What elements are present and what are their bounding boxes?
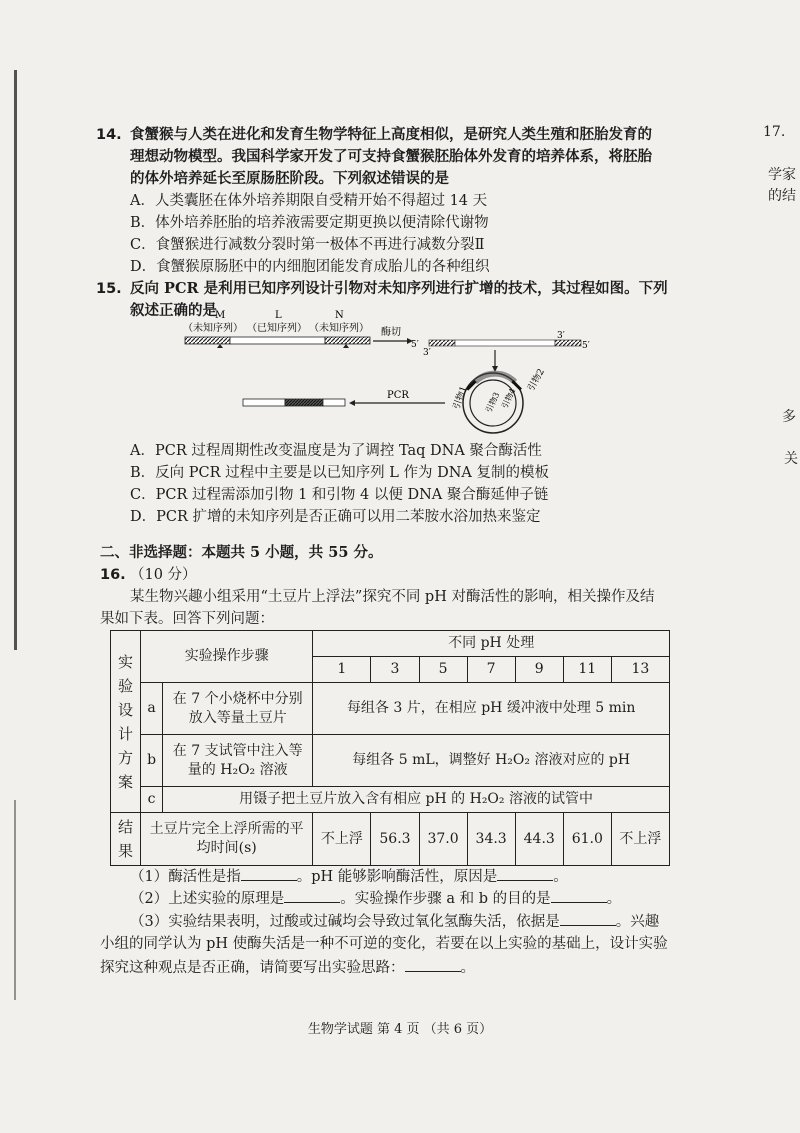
q16-sub1-text-c: 。 [553, 869, 568, 885]
q15-stem-line1: 反向 PCR 是利用已知序列设计引物对未知序列进行扩增的技术，其过程如图。下列 [130, 280, 668, 297]
next-page-fragment: 学家 [768, 167, 796, 183]
next-page-fragment: 多 [782, 409, 796, 425]
row-a-step: 在 7 个小烧杯中分别放入等量土豆片 [163, 683, 313, 735]
q16-sub3-line2: 小组的同学认为 pH 使酶失活是一种不可逆的变化，若要在以上实验的基础上，设计实验 [100, 936, 668, 952]
answer-blank[interactable] [560, 911, 616, 926]
answer-blank[interactable] [241, 866, 297, 881]
fragment-known [455, 340, 555, 346]
cut-site-marker-left [217, 344, 223, 348]
primer1-label: 引物1 [452, 384, 470, 411]
q16-sub3-text-a: （3）实验结果表明，过酸或过碱均会导致过氧化氢酶失活，依据是 [130, 914, 560, 930]
q16-sub3-line3-end: 。 [460, 960, 475, 976]
row-a-detail: 每组各 3 片，在相应 pH 缓冲液中处理 5 min [313, 683, 670, 735]
q14-option-c: C．食蟹猴进行减数分裂时第一极体不再进行减数分裂Ⅱ [130, 237, 485, 253]
five-prime-left: 5′ [411, 340, 419, 350]
q16-sub2-text-b: 。实验操作步骤 a 和 b 的目的是 [340, 891, 551, 907]
result-value: 34.3 [467, 813, 515, 866]
q16-sub3-text-b: 。兴趣 [615, 914, 660, 930]
design-label: 实验设计方案 [118, 652, 134, 791]
row-c-detail: 用镊子把土豆片放入含有相应 pH 的 H₂O₂ 溶液的试管中 [163, 787, 670, 813]
reverse-pcr-diagram [175, 310, 595, 440]
ph-value: 11 [563, 657, 611, 683]
dna-segment-n [325, 337, 370, 344]
enzyme-label: 酶切 [381, 327, 401, 338]
next-page-fragment: 的结 [768, 188, 796, 204]
product-known-left [243, 399, 285, 406]
q14-option-b: B．体外培养胚胎的培养液需要定期更换以便清除代谢物 [130, 215, 489, 231]
q14-number: 14. [96, 127, 122, 143]
result-value: 56.3 [371, 813, 419, 866]
row-b-key: b [141, 735, 163, 787]
answer-blank[interactable] [405, 957, 461, 972]
q16-intro-line2: 果如下表。回答下列问题： [100, 611, 274, 627]
row-b-step: 在 7 支试管中注入等量的 H₂O₂ 溶液 [163, 735, 313, 787]
fragment-hatched-left [429, 340, 455, 346]
ph-value: 13 [611, 657, 669, 683]
q16-sub1-text-b: 。pH 能够影响酶活性，原因是 [296, 869, 498, 885]
section-heading: 二、非选择题：本题共 5 小题，共 55 分。 [100, 544, 383, 561]
q16-sub2-text-a: （2）上述实验的原理是 [130, 891, 285, 907]
page-footer: 生物学试题 第 4 页 （共 6 页） [307, 1022, 493, 1037]
q14-option-a: A．人类囊胚在体外培养期限自受精开始不得超过 14 天 [130, 193, 488, 209]
result-value: 61.0 [563, 813, 611, 866]
next-page-fragment: 关 [784, 451, 798, 467]
result-label: 结果 [118, 818, 134, 860]
q14-option-d: D．食蟹猴原肠胚中的内细胞团能发育成胎儿的各种组织 [130, 259, 490, 275]
row-c-key: c [141, 787, 163, 813]
design-label-cell [111, 631, 141, 813]
q16-sub3 [130, 911, 659, 932]
q15-option-d: D．PCR 扩增的未知序列是否正确可以用二苯胺水浴加热来鉴定 [130, 509, 541, 525]
three-prime-left: 3′ [423, 348, 431, 358]
primer2-label: 引物2 [526, 367, 547, 393]
steps-header: 实验操作步骤 [141, 631, 313, 683]
q15-option-c: C．PCR 过程需添加引物 1 和引物 4 以便 DNA 聚合酶延伸子链 [130, 487, 549, 503]
ph-value: 1 [313, 657, 371, 683]
result-label-cell [111, 813, 141, 866]
ph-value: 9 [515, 657, 563, 683]
q14-stem-line3: 的体外培养延长至原肠胚阶段。下列叙述错误的是 [130, 170, 449, 187]
product-unknown [285, 399, 323, 406]
binding-shadow-lower [14, 800, 16, 1000]
q15-option-a: A．PCR 过程周期性改变温度是为了调控 Taq DNA 聚合酶活性 [130, 443, 542, 459]
dna-segment-m [185, 337, 230, 344]
q16-number: 16. [100, 567, 126, 583]
five-prime-right: 5′ [582, 341, 590, 351]
primer4-label: 引物4 [500, 386, 518, 410]
result-value: 不上浮 [611, 813, 669, 866]
label-n: N [335, 310, 344, 321]
label-known: （已知序列） [247, 323, 307, 334]
q14-stem-line2: 理想动物模型。我国科学家开发了可支持食蟹猴胚胎体外发育的培养体系，将胚胎 [130, 148, 652, 165]
q16-sub3-line3-text: 探究这种观点是否正确，请简要写出实验思路： [100, 960, 405, 976]
ph-value: 7 [467, 657, 515, 683]
q15-option-b: B．反向 PCR 过程中主要是以已知序列 L 作为 DNA 复制的模板 [130, 465, 549, 481]
ph-value: 5 [419, 657, 467, 683]
result-value: 37.0 [419, 813, 467, 866]
answer-blank[interactable] [551, 888, 607, 903]
q16-sub1-text-a: （1）酶活性是指 [130, 869, 241, 885]
q16-sub2 [130, 888, 621, 909]
primer3-label: 引物3 [484, 390, 502, 414]
q15-number: 15. [96, 281, 122, 297]
ph-value: 3 [371, 657, 419, 683]
q16-sub3-line3 [100, 957, 475, 978]
dna-segment-l [230, 337, 325, 344]
product-known-right [323, 399, 345, 406]
cut-site-marker-right [343, 344, 349, 348]
q16-score: （10 分） [130, 567, 197, 583]
ph-header: 不同 pH 处理 [313, 631, 670, 657]
binding-shadow [14, 70, 17, 650]
q16-sub1 [130, 866, 568, 887]
q16-intro-line1: 某生物兴趣小组采用“土豆片上浮法”探究不同 pH 对酶活性的影响，相关操作及结 [130, 589, 655, 605]
experiment-table [110, 630, 670, 866]
label-m: M [215, 310, 226, 321]
label-unknown-2: （未知序列） [309, 323, 369, 334]
answer-blank[interactable] [284, 888, 340, 903]
answer-blank[interactable] [497, 866, 553, 881]
row-a-key: a [141, 683, 163, 735]
label-unknown-1: （未知序列） [183, 323, 243, 334]
result-value: 不上浮 [313, 813, 371, 866]
next-page-q17-number: 17. [763, 124, 786, 140]
row-b-detail: 每组各 5 mL，调整好 H₂O₂ 溶液对应的 pH [313, 735, 670, 787]
q16-sub2-text-c: 。 [606, 891, 622, 907]
pcr-label: PCR [387, 390, 409, 401]
three-prime-right: 3′ [557, 331, 565, 341]
circle-unknown-region [475, 374, 515, 382]
pcr-arrowhead [349, 400, 355, 406]
label-l: L [275, 310, 282, 321]
q14-stem-line1: 食蟹猴与人类在进化和发育生物学特征上高度相似，是研究人类生殖和胚胎发育的 [130, 126, 652, 143]
result-value: 44.3 [515, 813, 563, 866]
q15-stem-line2: 叙述正确的是 [130, 302, 217, 319]
result-desc: 土豆片完全上浮所需的平均时间(s) [141, 813, 313, 866]
